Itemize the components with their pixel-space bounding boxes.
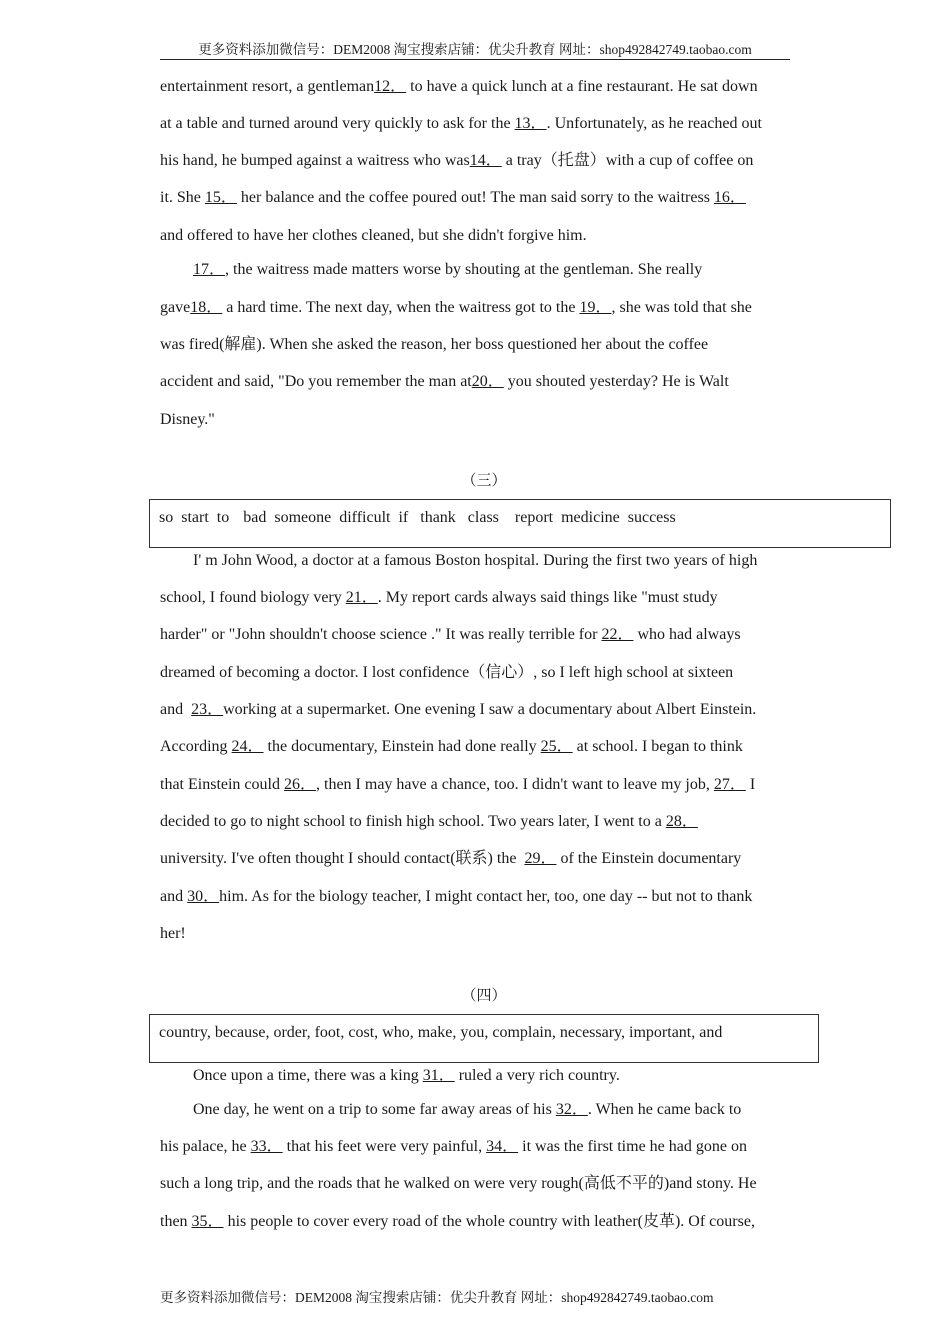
blank-29[interactable]: 29． — [524, 850, 557, 867]
text-line: university. I've often thought I should contact(联系) the 29． of the Einstein documentary — [160, 850, 742, 867]
word-bank-4 — [149, 1014, 819, 1063]
blank-30[interactable]: 30． — [187, 888, 220, 905]
word-bank-item: if — [398, 509, 409, 526]
blank-22[interactable]: 22． — [601, 626, 634, 643]
text-line: accident and said, "Do you remember the man at20． you shouted yesterday? He is Walt — [160, 373, 729, 390]
text-line: Disney." — [160, 411, 215, 428]
blank-16[interactable]: 16． — [713, 189, 746, 206]
blank-23[interactable]: 23． — [191, 701, 224, 718]
text-line: decided to go to night school to finish high school. Two years later, I went to a 28． — [160, 813, 698, 830]
text-line: at a table and turned around very quickly to ask for the 13．. Unfortunately, as he reached out — [160, 115, 762, 132]
blank-31[interactable]: 31． — [422, 1067, 455, 1084]
blank-14[interactable]: 14． — [469, 152, 502, 169]
blank-20[interactable]: 20． — [471, 373, 504, 390]
blank-13[interactable]: 13． — [514, 115, 547, 132]
word-bank-item: someone — [274, 509, 332, 526]
text-line: dreamed of becoming a doctor. I lost confidence（信心）, so I left high school at sixteen — [160, 664, 734, 681]
word-bank-list: country, because, order, foot, cost, who, make, you, complain, necessary, important, and — [159, 1024, 723, 1041]
word-bank-item: medicine — [561, 509, 620, 526]
text-line: Once upon a time, there was a king 31． ruled a very rich country. — [193, 1067, 620, 1084]
text-line: that Einstein could 26．, then I may have a chance, too. I didn't want to leave my job, 27． I — [160, 776, 756, 793]
text-line: such a long trip, and the roads that he walked on were very rough(高低不平的)and stony. He — [160, 1175, 757, 1192]
blank-21[interactable]: 21． — [345, 589, 378, 606]
text-line: According 24． the documentary, Einstein had done really 25． at school. I began to think — [160, 738, 743, 755]
blank-12[interactable]: 12． — [374, 78, 407, 95]
blank-17[interactable]: 17． — [193, 261, 226, 278]
word-bank-item: start — [181, 509, 209, 526]
word-bank-item: bad — [243, 509, 267, 526]
page-header: 更多资料添加微信号：DEM2008 淘宝搜索店铺：优尖升教育 网址：shop492842749.taobao.com — [160, 38, 790, 60]
blank-26[interactable]: 26． — [283, 776, 316, 793]
word-bank-item: thank — [420, 509, 456, 526]
word-bank-item: so — [159, 509, 174, 526]
text-line: entertainment resort, a gentleman12． to have a quick lunch at a fine restaurant. He sat down — [160, 78, 758, 95]
word-bank-item: class — [467, 509, 499, 526]
blank-19[interactable]: 19． — [579, 299, 612, 316]
blank-24[interactable]: 24． — [231, 738, 264, 755]
blank-33[interactable]: 33． — [250, 1138, 283, 1155]
text-line: gave18． a hard time. The next day, when the waitress got to the 19．, she was told that she — [160, 299, 752, 316]
blank-28[interactable]: 28． — [665, 813, 698, 830]
text-line: 17．, the waitress made matters worse by shouting at the gentleman. She really — [193, 261, 703, 278]
blank-15[interactable]: 15． — [204, 189, 237, 206]
section-title-3: （三） — [461, 473, 507, 489]
text-line: her! — [160, 925, 186, 942]
text-line: his palace, he 33． that his feet were very painful, 34． it was the first time he had gone on — [160, 1138, 747, 1155]
word-bank-item: report — [514, 509, 554, 526]
text-line: One day, he went on a trip to some far away areas of his 32．. When he came back to — [193, 1101, 742, 1118]
blank-18[interactable]: 18． — [190, 299, 223, 316]
text-line: and 30．him. As for the biology teacher, I might contact her, too, one day -- but not to thank — [160, 888, 753, 905]
blank-32[interactable]: 32． — [555, 1101, 588, 1118]
word-bank-item: difficult — [339, 509, 391, 526]
text-line: school, I found biology very 21．. My report cards always said things like "must study — [160, 589, 718, 606]
text-line: his hand, he bumped against a waitress who was14． a tray（托盘）with a cup of coffee on — [160, 152, 754, 169]
text-line: I' m John Wood, a doctor at a famous Boston hospital. During the first two years of high — [193, 552, 758, 569]
blank-27[interactable]: 27． — [713, 776, 746, 793]
blank-34[interactable]: 34． — [486, 1138, 519, 1155]
text-line: it. She 15． her balance and the coffee poured out! The man said sorry to the waitress 16． — [160, 189, 746, 206]
text-line: then 35． his people to cover every road of the whole country with leather(皮革). Of course, — [160, 1213, 755, 1230]
word-bank-3 — [149, 499, 891, 548]
word-bank-item: success — [627, 509, 676, 526]
page-footer: 更多资料添加微信号：DEM2008 淘宝搜索店铺：优尖升教育 网址：shop492842749.taobao.com — [160, 1290, 714, 1305]
text-line: harder" or "John shouldn't choose science ." It was really terrible for 22． who had always — [160, 626, 741, 643]
blank-25[interactable]: 25． — [540, 738, 573, 755]
word-bank-item: to — [216, 509, 230, 526]
text-line: and offered to have her clothes cleaned, but she didn't forgive him. — [160, 227, 587, 244]
text-line: and 23．working at a supermarket. One evening I saw a documentary about Albert Einstein. — [160, 701, 757, 718]
text-line: was fired(解雇). When she asked the reason, her boss questioned her about the coffee — [160, 336, 709, 353]
blank-35[interactable]: 35． — [191, 1213, 224, 1230]
section-title-4: （四） — [461, 988, 507, 1004]
